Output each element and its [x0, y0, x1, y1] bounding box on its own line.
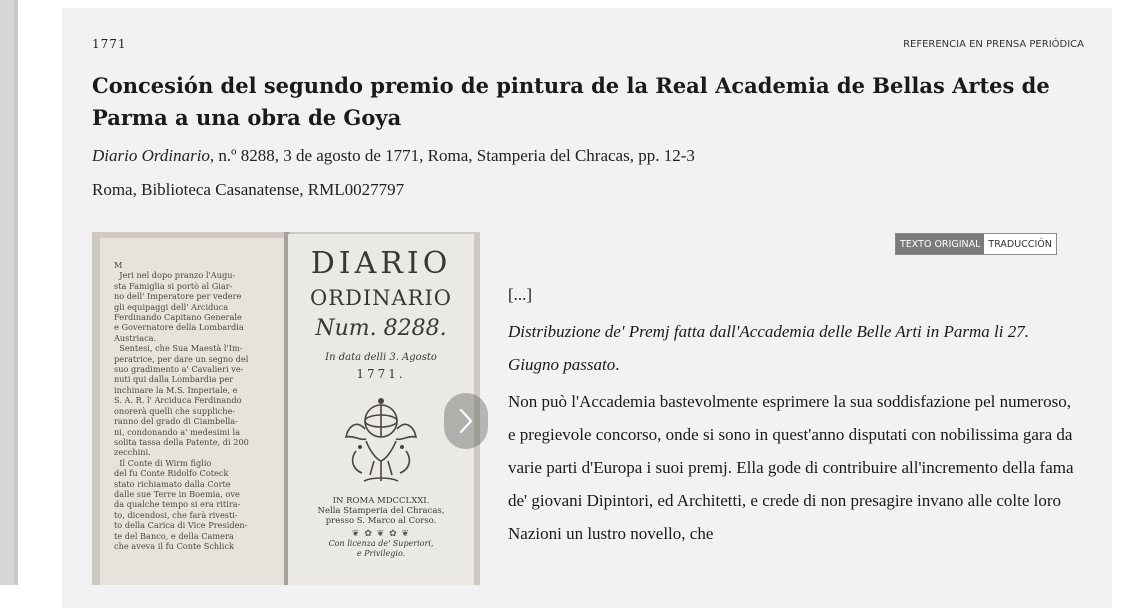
masthead-number: Num. 8288.: [315, 316, 447, 341]
transcription-body: Non può l'Accademia bastevolmente esprimere la sua soddisfazione pel numeroso, e pregievole concorso, onde si sono in quest'anno disputati con nobilissima gara da varie parti d'Europa i suoi premj. Ella gode di contribuire all'incremento della fama de' giovani Dipintori, ed Architetti, e crede di non presagire invano alle colte loro Nazioni un lustro novello, che: [508, 392, 1074, 543]
transcription-text: [508, 278, 1078, 550]
globe-emblem-icon: [336, 389, 426, 489]
record-title: Concesión del segundo premio de pintura de la Real Academia de Bellas Artes de Parma a una obra de Goya: [92, 73, 1050, 130]
translation-tab[interactable]: TRADUCCIÓN: [984, 234, 1055, 254]
reference-type-label: REFERENCIA EN PRENSA PERIÓDICA: [903, 39, 1084, 50]
masthead-date-line: In data delli 3. Agosto: [325, 352, 437, 363]
scan-left-page-text: M Jeri nel dopo pranzo l'Augu- sta Famiglia si portò al Giar- no dell' Imperatore per vedere gli equipaggi dell' Arciduca Ferdinando Capitano Generale e Governatore della Lombardia Austriaca. Sentesi, che Sua Maestà l'Im- peratrice, per dare un segno del suo gradimento a' Cavalieri ve- nuti qui dalla Lombardia per inchinare la M.S. Imperiale, e S. A. R. l' Arciduca Ferdinando onorerà quelli che suppliche- ranno del grado di Ciambella- ni, condonando a' medesimi la solita tassa della Patente, di 200 zecchini. Il Conte di Wirm figlio del fu Conte Ridolfo Coteck stato richiamato dalla Corte dalle sue Terre in Boemia, ove da qualche tempo si era ritira- to, dicendosi, che farà rivesti- to della Carica di Vice Presiden- te del Banco, e della Camera che aveva il fu Conte Schlick: [114, 260, 249, 551]
transcription-heading-end: .: [615, 355, 620, 374]
holding-location: Roma, Biblioteca Casanatense, RML0027797: [92, 180, 405, 199]
masthead-year: 1771.: [356, 367, 406, 381]
newspaper-scan-image: [92, 232, 480, 585]
publication-name: Diario Ordinario: [92, 146, 210, 165]
transcription-heading-italic: Distribuzione de' Premj fatta dall'Accademia delle Belle Arti in Parma li 27. Giugno passato: [508, 322, 1029, 374]
next-image-button[interactable]: [444, 393, 488, 449]
text-version-toggle: [895, 233, 1057, 255]
scan-left-page: [100, 238, 286, 585]
chevron-right-icon: [458, 408, 474, 434]
masthead-title: DIARIO: [310, 246, 452, 281]
transcription-heading: [508, 315, 1078, 381]
licence-text: Con licenza de' Superiori, e Privilegio.: [328, 539, 434, 558]
citation-details: , n.º 8288, 3 de agosto de 1771, Roma, Stamperia del Chracas, pp. 12-3: [209, 146, 695, 165]
omission-marker: [...]: [508, 285, 533, 304]
imprint-text: IN ROMA MDCCLXXI. Nella Stamperia del Chracas, presso S. Marco al Corso.: [317, 496, 445, 526]
masthead-subtitle: ORDINARIO: [309, 286, 453, 310]
original-text-tab[interactable]: TEXTO ORIGINAL: [896, 234, 984, 254]
imprint-ornament-icon: ❦ ✿ ❦ ✿ ❦: [351, 529, 411, 539]
record-year: 1771: [92, 37, 127, 51]
left-scroll-edge: [0, 0, 18, 585]
left-scroll-edge-inner: [14, 0, 18, 585]
citation: [92, 146, 1072, 166]
